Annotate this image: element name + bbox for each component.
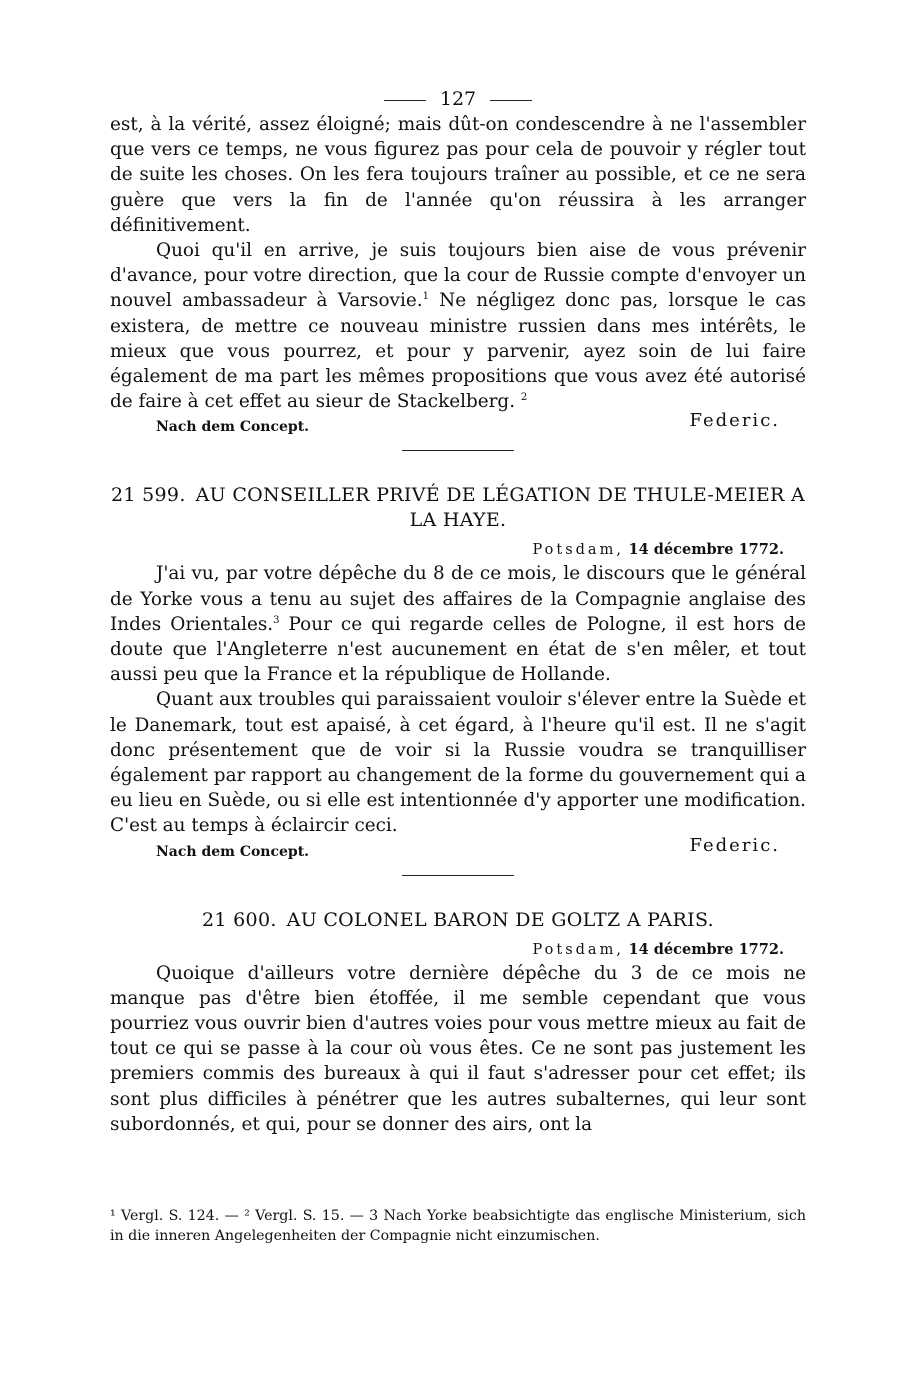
dateline (110, 539, 806, 561)
letter-21599 (110, 483, 806, 875)
footnote-mark: 2 (520, 392, 528, 404)
paragraph-text: Pour ce qui regarde celles de Pologne, il est hors de doute que l'Angleterre n'est aucunement en état de s'en mêler, et tout aussi peu que la France et la république de Hollande. (110, 613, 806, 686)
page-number: 127 (439, 88, 477, 110)
letter-title: AU CONSEILLER PRIVÉ DE LÉGATION DE THULE-MEIER A LA HAYE. (195, 484, 805, 532)
letter-number: 21 600. (202, 908, 277, 931)
paragraph (110, 561, 806, 687)
letter-number: 21 599. (111, 484, 186, 507)
signature: Federic. (689, 410, 780, 432)
paragraph: Quant aux troubles qui paraissaient vouloir s'élever entre la Suède et le Danemark, tout est apaisé, à cet égard, à l'heure qu'il est. Il ne s'agit donc présentement que de voir si la Russie voudra se tranquilliser également par rapport au changement de la forme du gouvernement qui a eu lieu en Suède, ou si elle est intentionnée d'y apporter une modification. C'est au temps à éclaircir ceci. (110, 689, 807, 837)
letter-heading (110, 908, 806, 933)
paragraph: est, à la vérité, assez éloigné; mais dût-on condescendre à ne l'assembler que vers ce temps, ne vous figurez pas pour cela de pouvoir y régler tout de suite les choses. On les fera toujours traîner au possible, et ce ne sera guère que vers la fin de l'année qu'on réussira à les arranger définitivement. (110, 114, 806, 236)
section-divider (402, 450, 514, 451)
dateline (110, 939, 806, 961)
place: Potsdam, (532, 542, 624, 559)
paragraph-text: J'ai vu, par votre dépêche du 8 de ce mois, le discours que le général de Yorke vous a tenu au sujet des affaires de la Compagnie anglaise des Indes Orientales. (110, 563, 806, 635)
paragraph (110, 238, 806, 414)
signature: Federic. (689, 834, 780, 856)
header-rule-right (490, 100, 532, 101)
footnote-mark: 3 (273, 614, 280, 626)
page-header (110, 86, 806, 112)
footnotes: ¹ Vergl. S. 124. — ² Vergl. S. 15. — 3 Nach Yorke beabsichtigte das englische Ministerium, sich in die inneren Angelegenheiten der Compagnie nicht einzumischen. (110, 1208, 806, 1244)
footnote-mark: 1 (422, 291, 429, 303)
place: Potsdam, (532, 941, 624, 958)
letter-continuation (110, 112, 806, 451)
paragraph-text: Quoi qu'il en arrive, je suis toujours bien aise de vous prévenir d'avance, pour votre direction, que la cour de Russie compte d'envoyer un nouvel ambassadeur à Varsovie. (110, 240, 806, 312)
letter-title: AU COLONEL BARON DE GOLTZ A PARIS. (286, 908, 714, 931)
date: 14 décembre 1772. (628, 940, 784, 958)
source-note: Nach dem Concept. (156, 843, 310, 860)
source-note: Nach dem Concept. (156, 419, 310, 436)
paragraph-text: Ne négligez donc pas, lorsque le cas existera, de mettre ce nouveau ministre russien dans mes intérêts, le mieux que vous pourrez, et pour y parvenir, ayez soin de lui faire également de ma part les mêmes propositions que vous avez été autorisé de faire à cet effet au sieur de Stackelberg. (110, 290, 806, 413)
document-page (110, 86, 806, 1137)
section-divider (402, 875, 514, 876)
paragraph: Quoique d'ailleurs votre dernière dépêche du 3 de ce mois ne manque pas d'être bien étoffée, il me semble cependant que vous pourriez vous ouvrir bien d'autres voies pour vous mettre mieux au fait de tout ce qui se passe à la cour où vous êtes. Ce ne sont pas justement les premiers commis des bureaux à qui il faut s'adresser pour cet effet; ils sont plus difficiles à pénétrer que les autres subalternes, qui leur sont subordonnés, et qui, pour se donner des airs, ont la (110, 962, 806, 1135)
date: 14 décembre 1772. (628, 541, 784, 559)
header-rule-left (384, 100, 426, 101)
letter-21600 (110, 908, 806, 1137)
letter-heading (110, 483, 806, 533)
